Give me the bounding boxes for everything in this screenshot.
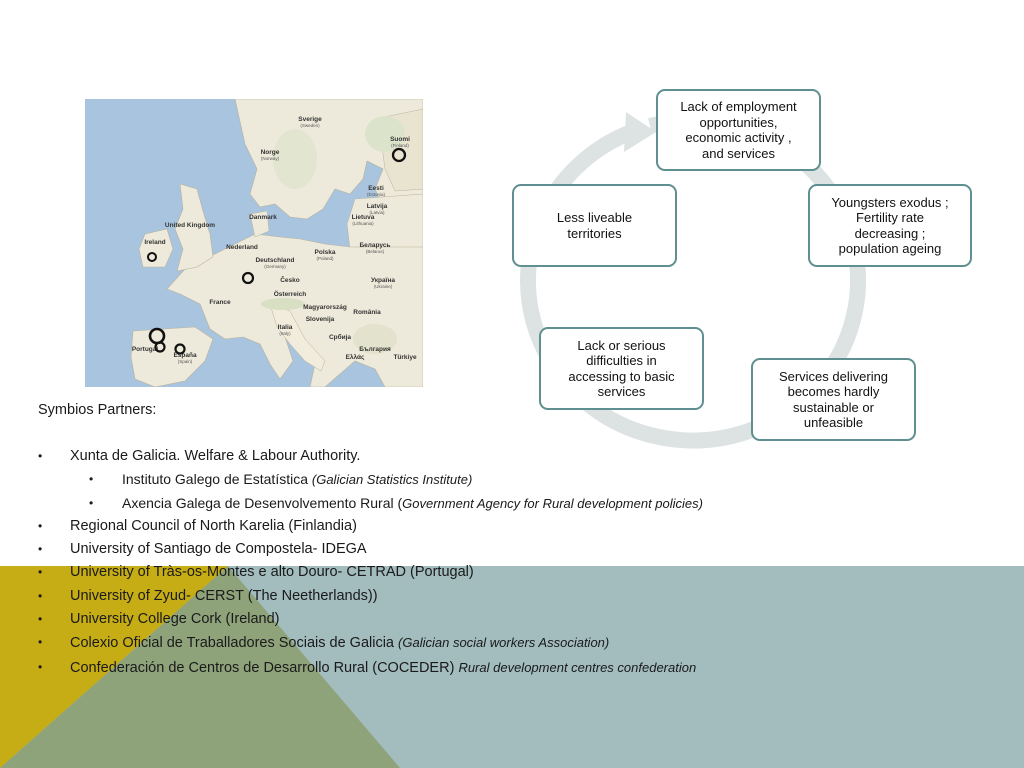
map-label: Lietuva	[351, 214, 375, 221]
partner-name: University of Zyud- CERST (The Neetherlands))	[70, 587, 378, 604]
partner-name: Regional Council of North Karelia (Finlandia)	[70, 517, 357, 534]
box-line: Youngsters exodus ;	[831, 194, 949, 210]
cycle-box-employment	[656, 89, 821, 171]
partner-name: Confederación de Centros de Desarrollo Rural (COCEDER)	[70, 659, 459, 676]
partner-note: (Galician Statistics Institute)	[311, 472, 473, 488]
cycle-box-liveable	[512, 184, 677, 267]
map-label: Nederland	[226, 244, 258, 251]
map-label: Србија	[328, 334, 352, 341]
box-line: Fertility rate	[856, 210, 924, 225]
map-sublabel: (Lithuania)	[352, 221, 374, 226]
map-label: Türkiye	[393, 354, 417, 361]
map-sublabel: (Poland)	[316, 256, 334, 261]
map-sublabel: (Norway)	[260, 156, 280, 161]
bullet-icon: •	[38, 635, 43, 650]
partner-name: University of Santiago de Compostela- IDEGA	[70, 541, 367, 558]
box-line: territories	[567, 225, 622, 241]
map-label: Polska	[314, 249, 336, 256]
map-label: Italia	[277, 324, 293, 331]
partner-name: Instituto Galego de Estatística	[122, 471, 312, 488]
partner-note: Rural development centres confederation	[458, 659, 697, 675]
partner-name: University College Cork (Ireland)	[70, 611, 280, 628]
bullet-icon: •	[38, 659, 43, 674]
map-label: Eesti	[368, 185, 384, 192]
map-label: Беларусь	[359, 242, 391, 249]
map-label: Україна	[370, 277, 396, 284]
box-line: and services	[702, 145, 775, 161]
box-line: becomes hardly	[787, 384, 880, 399]
partner-name: Axencia Galega de Desenvolvemento Rural (	[122, 494, 403, 511]
cycle-box-youngsters	[808, 184, 972, 267]
bullet-icon: •	[38, 518, 43, 533]
partner-name: University of Tràs-os-Montes e alto Douro- CETRAD (Portugal)	[70, 564, 474, 581]
partner-note: Government Agency for Rural development policies)	[402, 495, 703, 511]
partner-name: Xunta de Galicia. Welfare & Labour Authority.	[70, 448, 361, 464]
map-label: România	[353, 309, 381, 316]
partner-item	[38, 608, 838, 631]
box-line: unfeasible	[803, 415, 864, 430]
box-line: population ageing	[838, 241, 942, 256]
partner-item	[38, 585, 838, 608]
bullet-icon: •	[89, 472, 94, 487]
box-line: sustainable or	[793, 399, 874, 415]
partner-list	[38, 445, 838, 680]
map-label: España	[173, 352, 197, 359]
map-label: Latvija	[366, 203, 388, 210]
map-sublabel: (Ukraine)	[373, 284, 393, 289]
cycle-box-access	[539, 327, 704, 410]
map-label: Deutschland	[255, 257, 295, 264]
map-sublabel: (Italy)	[279, 331, 291, 336]
map-label: Sverige	[298, 116, 322, 123]
map-label: United Kingdom	[164, 222, 216, 229]
box-line: services	[597, 384, 646, 399]
box-line: Less liveable	[556, 210, 633, 225]
map-label: France	[209, 299, 231, 306]
box-line: Lack or serious	[577, 337, 666, 353]
partner-item	[38, 538, 838, 561]
partner-item	[38, 492, 838, 515]
partner-item	[38, 445, 838, 468]
partners-section	[38, 402, 838, 680]
partner-item	[38, 631, 838, 655]
box-line: economic activity ,	[685, 130, 792, 145]
box-line: Services delivering	[778, 368, 889, 384]
box-line: accessing to basic	[568, 368, 675, 384]
map-sublabel: (Sweden)	[300, 123, 320, 128]
map-sublabel: (Latvia)	[369, 210, 385, 215]
bullet-icon: •	[38, 612, 43, 627]
map-sublabel: (Estonia)	[366, 192, 386, 197]
bullet-icon: •	[38, 449, 43, 463]
map-label: Slovenija	[305, 316, 335, 323]
partner-note: (Galician social workers Association)	[398, 635, 610, 651]
partner-name: Colexio Oficial de Traballadores Sociais de Galicia	[70, 635, 399, 652]
map-label: Ελλάς	[345, 354, 365, 361]
map-label: Magyarország	[303, 304, 347, 311]
map-sublabel: (Belarus)	[365, 249, 385, 254]
box-line: Lack of employment	[680, 99, 797, 114]
box-line: opportunities,	[699, 114, 778, 130]
map-label: Česko	[280, 277, 300, 284]
map-label: Suomi	[390, 136, 410, 143]
map-sublabel: (Spain)	[177, 359, 193, 364]
map-label: Danmark	[249, 214, 277, 221]
map-label: Norge	[260, 149, 280, 156]
box-line: decreasing ;	[854, 225, 926, 241]
partner-item	[38, 468, 838, 491]
map-label: Portugal	[131, 346, 159, 353]
bullet-icon: •	[89, 495, 94, 510]
box-line: difficulties in	[586, 353, 657, 368]
partner-item	[38, 515, 838, 538]
map-sublabel: (Germany)	[264, 264, 286, 269]
map-label: България	[359, 346, 391, 353]
bullet-icon: •	[38, 565, 43, 580]
map-label: Ireland	[144, 239, 166, 246]
partner-item	[38, 656, 838, 680]
bullet-icon: •	[38, 588, 43, 603]
partners-heading: Symbios Partners:	[38, 402, 157, 418]
bullet-icon: •	[38, 542, 43, 557]
partner-item	[38, 561, 838, 584]
map-label: Österreich	[273, 291, 307, 298]
map-sublabel: (Finland)	[391, 143, 409, 148]
